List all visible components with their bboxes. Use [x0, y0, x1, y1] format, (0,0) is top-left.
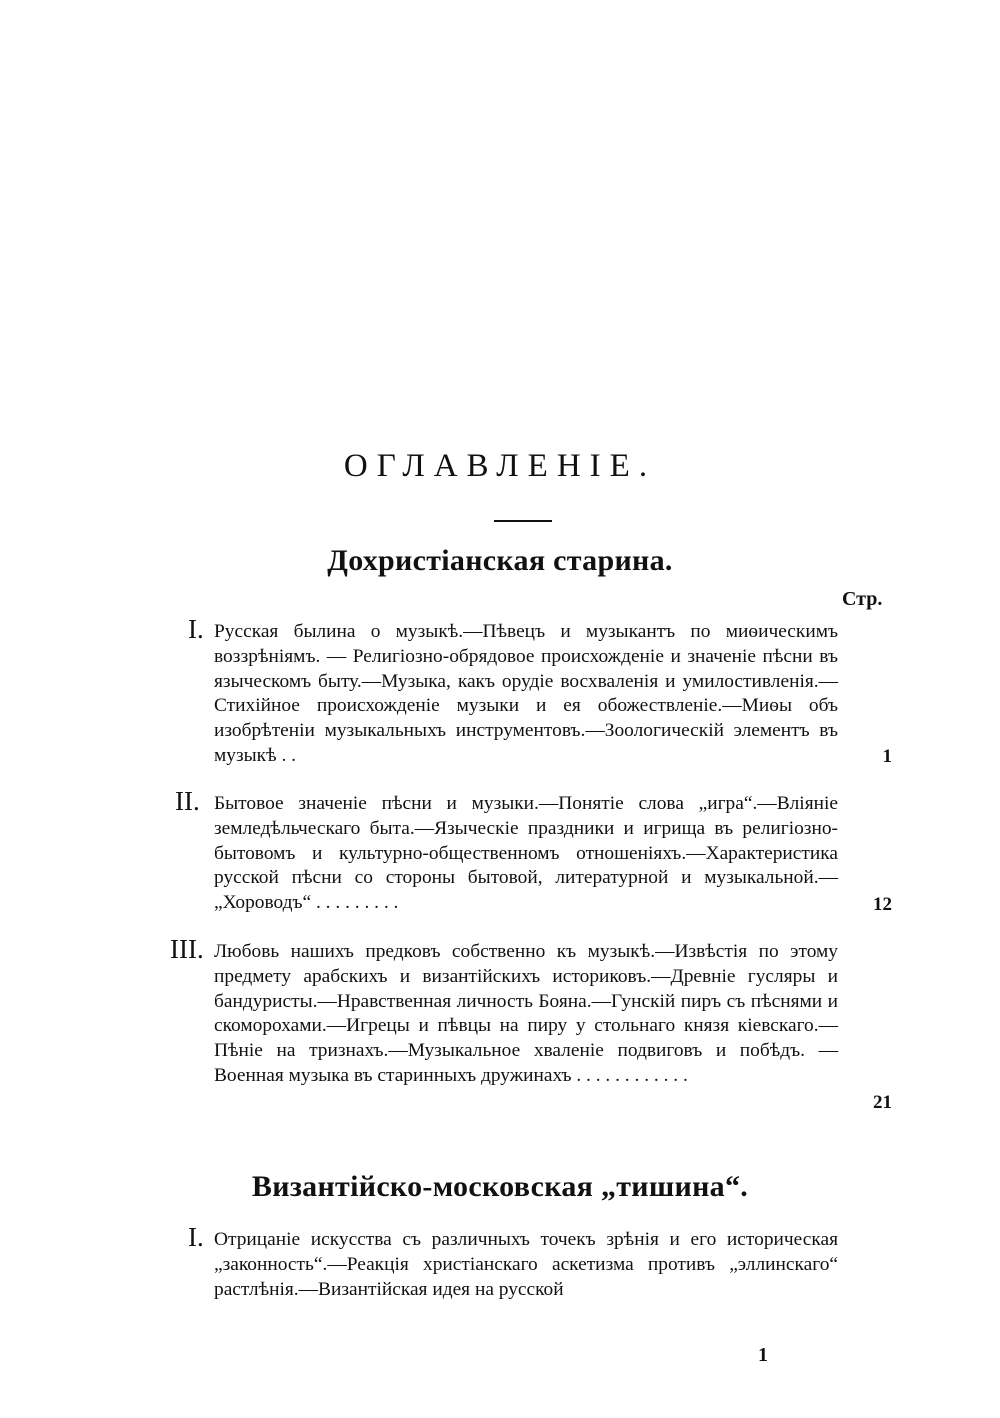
entry-text: Русская былина о музыкѣ.—Пѣвецъ и музыкантъ по миѳическимъ воззрѣніямъ. — Религіозно-обрядовое происхожденіе и значеніе пѣсни въ языческомъ быту.—Музыка, какъ орудіе восхваленія и умилостивленія.—Стихійное происхожденіе музыки и ея обожествленіе.—Миѳы объ изобрѣтеніи музыкальныхъ инструментовъ.—Зоологическій элементъ въ музыкѣ . . [214, 621, 838, 766]
entry-number: II. [175, 786, 200, 816]
entry-page-number: 12 [873, 894, 892, 915]
page-title: ОГЛАВЛЕНІЕ. [343, 448, 657, 484]
entry-number: I. [188, 1222, 204, 1252]
page-column-label: Стр. [842, 588, 883, 610]
section-heading-byzantine-moscow: Византійско-московская „тишина“. [251, 1170, 749, 1203]
entry-page-number: 21 [873, 1092, 892, 1113]
section-heading-pre-christian: Дохристіанская старина. [327, 544, 673, 577]
entry-text: Любовь нашихъ предковъ собственно къ музыкѣ.—Извѣстія по этому предмету арабскихъ и византійскихъ историковъ.—Древніе гусляры и бандуристы.—Нравственная личность Бояна.—Гунскій пиръ съ пѣснями и скоморохами.—Игрецы и пѣвцы на пиру у стольнаго князя кіевскаго.—Пѣніе на тризнахъ.—Музыкальное хваленіе подвиговъ и побѣдъ. — Военная музыка въ старинныхъ дружинахъ . . . . . . . . . . . . [214, 941, 838, 1086]
entry-page-number: 1 [882, 746, 892, 767]
entry-text: Бытовое значеніе пѣсни и музыки.—Понятіе слова „игра“.—Вліяніе земледѣльческаго быта.—Языческіе праздники и игрища въ религіозно-бытовомъ и культурно-общественномъ отношеніяхъ.—Характеристика русской пѣсни со стороны бытовой, литературной и музыкальной.—„Хороводъ“ . . . . . . . . . [214, 793, 838, 914]
entry-text: Отрицаніе искусства съ различныхъ точекъ зрѣнія и его историческая „законность“.—Реакція христіанскаго аскетизма противъ „эллинскаго“ растлѣнія.—Византійская идея на русской [214, 1229, 838, 1300]
title-divider [494, 520, 552, 522]
page-folio-number: 1 [758, 1344, 768, 1366]
entry-number: III. [170, 934, 204, 964]
entry-number: I. [188, 614, 204, 644]
